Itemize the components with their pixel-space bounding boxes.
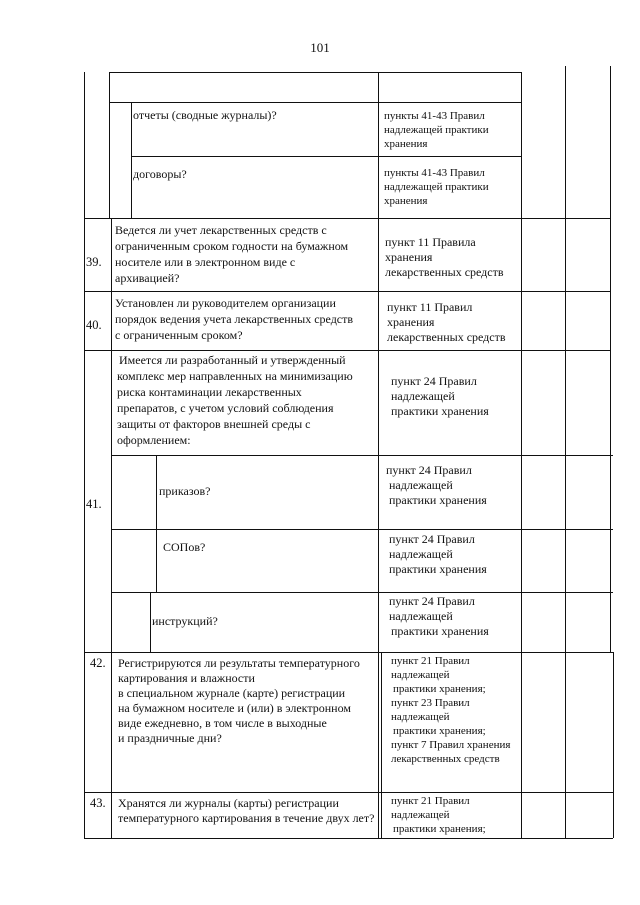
reference-text: практики хранения; [393,683,486,695]
reference-text: практики хранения [391,404,489,418]
reference-text: надлежащей [389,547,453,561]
row-number: 41. [86,497,102,511]
question-text: отчеты (сводные журналы)? [133,108,277,122]
reference-text: хранения [384,195,428,207]
reference-text: лекарственных средств [391,753,500,765]
reference-text: надлежащей практики [384,124,489,136]
reference-text: лекарственных средств [385,265,504,279]
question-text: СОПов? [163,540,206,554]
reference-text: надлежащей [389,478,453,492]
question-text: Ведется ли учет лекарственных средств с [115,223,327,237]
reference-text: хранения [385,250,433,264]
row-number: 40. [86,318,102,332]
page-number: 101 [310,40,330,55]
grid-line [84,838,613,839]
question-text: оформлением: [117,433,191,447]
grid-line [109,72,110,218]
reference-text: надлежащей [391,711,450,723]
reference-text: надлежащей [391,389,455,403]
question-text: Регистрируются ли результаты температурного [118,656,360,670]
question-text: архивацией? [115,271,180,285]
grid-line [111,455,613,456]
row-number: 42. [90,656,106,670]
reference-text: пункт 24 Правил [391,374,477,388]
question-text: на бумажном носителе и (или) в электронном [118,701,351,715]
question-text: носителе или в электронном виде с [115,255,296,269]
question-text: препаратов, с учетом условий соблюдения [117,401,334,415]
reference-text: пункт 24 Правил [389,532,475,546]
grid-line [610,66,611,652]
question-text: виде ежедневно, в том числе в выходные [118,716,327,730]
question-text: риска контаминации лекарственных [117,385,302,399]
grid-line [111,218,112,838]
reference-text: пункт 7 Правил хранения [391,739,511,751]
grid-line [111,592,613,593]
grid-line [84,792,613,793]
grid-line [613,652,614,838]
question-text: картирования и влажности [118,671,255,685]
reference-text: пункт 24 Правил [389,594,475,608]
reference-text: практики хранения [389,493,487,507]
reference-text: лекарственных средств [387,330,506,344]
question-text: инструкций? [152,614,218,628]
question-text: комплекс мер направленных на минимизацию [117,369,353,383]
question-text: защиты от факторов внешней среды с [117,417,311,431]
grid-line [378,72,379,838]
reference-text: практики хранения; [393,823,486,835]
reference-text: практики хранения [391,624,489,638]
question-text: договоры? [133,167,187,181]
grid-line [84,218,610,219]
reference-text: надлежащей [391,669,450,681]
row-number: 39. [86,255,102,269]
grid-line [84,350,610,351]
question-text: порядок ведения учета лекарственных средств [115,312,354,326]
grid-line [109,72,521,73]
grid-line [156,455,157,592]
grid-line [150,592,151,652]
reference-text: надлежащей [389,609,453,623]
reference-text: хранения [384,138,428,150]
reference-text: практики хранения; [393,725,486,737]
question-text: ограниченным сроком годности на бумажном [115,239,349,253]
question-text: Имеется ли разработанный и утвержденный [119,353,346,367]
question-text: с ограниченным сроком? [115,328,243,342]
reference-text: пункт 11 Правила [385,235,476,249]
grid-line [565,66,566,838]
reference-text: надлежащей практики [384,181,489,193]
reference-text: пункт 23 Правил [391,697,470,709]
question-text: в специальном журнале (карте) регистрации [118,686,346,700]
grid-line [521,72,522,838]
grid-line [381,652,382,838]
grid-line [131,156,521,157]
grid-line [84,652,613,653]
grid-line [109,102,521,103]
row-number: 43. [90,796,106,810]
reference-text: практики хранения [389,562,487,576]
question-text: и праздничные дни? [118,731,222,745]
grid-line [84,72,85,838]
reference-text: хранения [387,315,435,329]
question-text: Хранятся ли журналы (карты) регистрации [118,796,339,810]
reference-text: пункт 11 Правил [387,300,473,314]
reference-text: пункт 21 Правил [391,655,470,667]
reference-text: пункт 24 Правил [386,463,472,477]
reference-text: пункт 21 Правил [391,795,470,807]
grid-line [84,291,610,292]
grid-line [131,102,132,218]
grid-line [111,529,613,530]
reference-text: пункты 41-43 Правил [384,167,485,179]
question-text: Установлен ли руководителем организации [115,296,336,310]
reference-text: пункты 41-43 Правил [384,110,485,122]
question-text: приказов? [159,484,211,498]
reference-text: надлежащей [391,809,450,821]
question-text: температурного картирования в течение двух лет? [118,811,375,825]
